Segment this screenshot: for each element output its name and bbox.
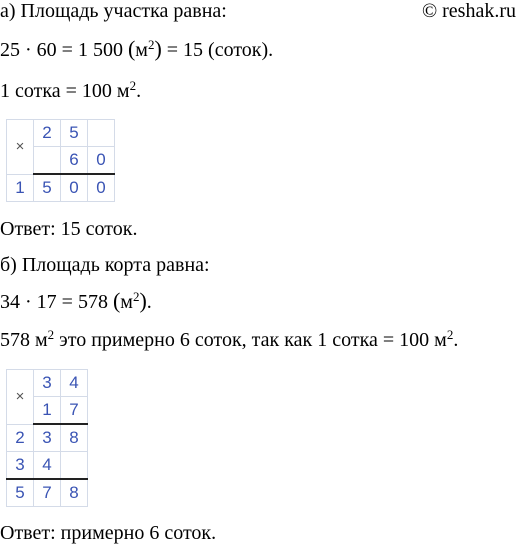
digit: 0	[61, 174, 88, 202]
multiplication-b	[6, 369, 88, 507]
equation-end: .	[146, 291, 152, 313]
digit: 8	[61, 479, 88, 507]
digit: 5	[61, 120, 88, 147]
digit: 3	[34, 424, 61, 452]
part-b-equation: 34 · 17 = 578 $(м^2)$.	[0, 288, 152, 313]
digit: 3	[34, 370, 61, 397]
equation-unit: м	[135, 39, 148, 61]
digit: 2	[7, 424, 34, 452]
digit	[88, 120, 115, 147]
equation-left: 34 · 17 = 578	[0, 291, 108, 313]
digit: 4	[34, 452, 61, 480]
digit: 0	[88, 147, 115, 175]
digit: 8	[61, 424, 88, 452]
digit: 5	[7, 479, 34, 507]
note-end: .	[453, 329, 459, 351]
digit: 7	[61, 397, 88, 425]
digit: 7	[34, 479, 61, 507]
conversion-end: .	[136, 80, 142, 102]
multiplication-a	[6, 119, 115, 202]
part-a-equation: 25 · 60 = 1 500 $(м^2) = 15$ (соток).	[0, 36, 274, 61]
note-exponent-1: 2	[47, 327, 55, 342]
multiply-operator: ×	[7, 120, 34, 175]
digit	[61, 452, 88, 480]
digit: 3	[7, 452, 34, 480]
digit: 4	[61, 370, 88, 397]
digit: 0	[88, 174, 115, 202]
equation-unit: м	[120, 291, 133, 313]
conversion-line	[0, 80, 141, 102]
note-start: 578 м	[0, 329, 48, 351]
part-b-note	[0, 329, 458, 351]
digit: 2	[34, 120, 61, 147]
part-b-answer: Ответ: примерно 6 соток.	[0, 522, 217, 544]
digit	[34, 147, 61, 175]
conversion-exponent: 2	[129, 78, 137, 93]
digit: 5	[34, 174, 61, 202]
equation-left: 25 · 60 = 1 500	[0, 39, 123, 61]
watermark: © reshak.ru	[421, 0, 516, 22]
multiply-operator: ×	[7, 370, 34, 425]
part-b-heading: б) Площадь корта равна:	[0, 254, 210, 276]
equation-unit-exponent: 2	[147, 37, 155, 52]
digit: 1	[34, 397, 61, 425]
note-middle: это примерно 6 соток, так как 1 сотка = 100 м	[54, 329, 447, 351]
digit: 1	[7, 174, 34, 202]
digit: 6	[61, 147, 88, 175]
equation-unit-exponent: 2	[132, 289, 140, 304]
note-exponent-2: 2	[446, 327, 454, 342]
equation-right: = 15 (соток).	[166, 39, 274, 61]
part-a-answer: Ответ: 15 соток.	[0, 218, 138, 240]
conversion-text: 1 сотка = 100 м	[0, 80, 130, 102]
part-a-heading: а) Площадь участка равна:	[0, 0, 227, 22]
